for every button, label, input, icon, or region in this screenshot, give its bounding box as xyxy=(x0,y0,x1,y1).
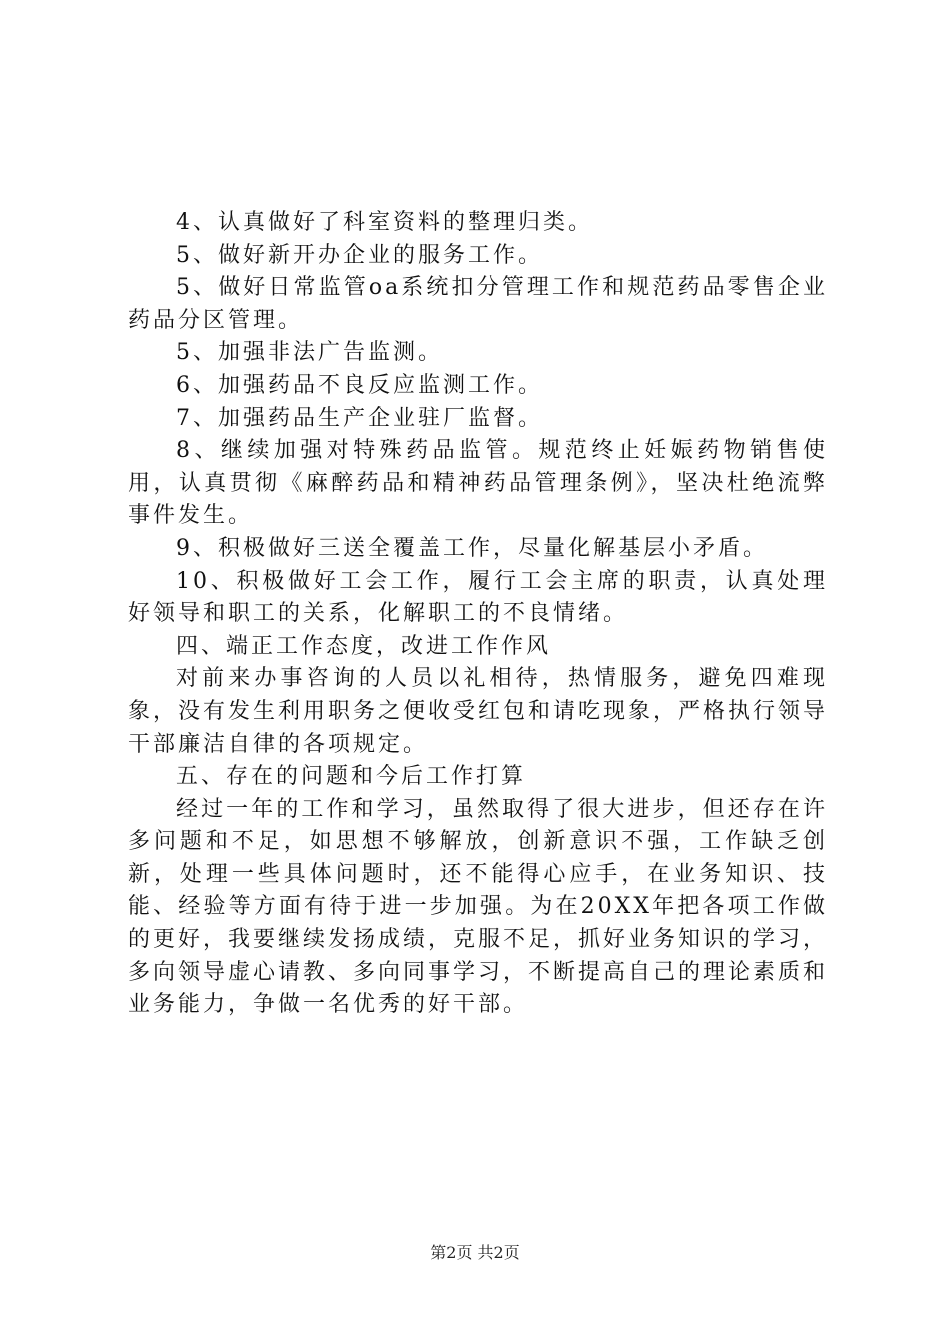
section-body-4: 对前来办事咨询的人员以礼相待，热情服务，避免四难现象，没有发生利用职务之便收受红包和请吃现象，严格执行领导干部廉洁自律的各项规定。 xyxy=(128,666,829,757)
paragraph-item-7: 7、加强药品生产企业驻厂监督。 xyxy=(176,405,543,431)
paragraph-item-6: 6、加强药品不良反应监测工作。 xyxy=(176,372,543,398)
paragraph-item-9: 9、积极做好三送全覆盖工作，尽量化解基层小矛盾。 xyxy=(176,535,768,561)
section-heading-5: 五、存在的问题和今后工作打算 xyxy=(176,764,527,790)
paragraph-item-8: 8、继续加强对特殊药品监管。规范终止妊娠药物销售使用，认真贯彻《麻醉药品和精神药品管理条例》，坚决杜绝流弊事件发生。 xyxy=(128,438,828,529)
section-body-5: 经过一年的工作和学习，虽然取得了很大进步，但还存在许多问题和不足，如思想不够解放，创新意识不强，工作缺乏创新，处理一些具体问题时，还不能得心应手，在业务知识、技能、经验等方面有待于进一步加强。为在20XX年把各项工作做的更好，我要继续发扬成绩，克服不足，抓好业务知识的学习，多向领导虚心请教、多向同事学习，不断提高自己的理论素质和业务能力，争做一名优秀的好干部。 xyxy=(128,796,829,1018)
document-body xyxy=(128,207,828,1022)
paragraph-item-5a: 5、做好新开办企业的服务工作。 xyxy=(176,242,543,268)
paragraph-item-4: 4、认真做好了科室资料的整理归类。 xyxy=(176,210,593,235)
page-number-footer: 第2页 共2页 xyxy=(430,1243,520,1262)
paragraph-item-5c: 5、加强非法广告监测。 xyxy=(176,340,443,366)
paragraph-item-5b: 5、做好日常监管oa系统扣分管理工作和规范药品零售企业药品分区管理。 xyxy=(128,275,828,333)
paragraph-item-10: 10、积极做好工会工作，履行工会主席的职责，认真处理好领导和职工的关系，化解职工的不良情绪。 xyxy=(128,568,828,627)
section-heading-4: 四、端正工作态度，改进工作作风 xyxy=(176,633,552,659)
